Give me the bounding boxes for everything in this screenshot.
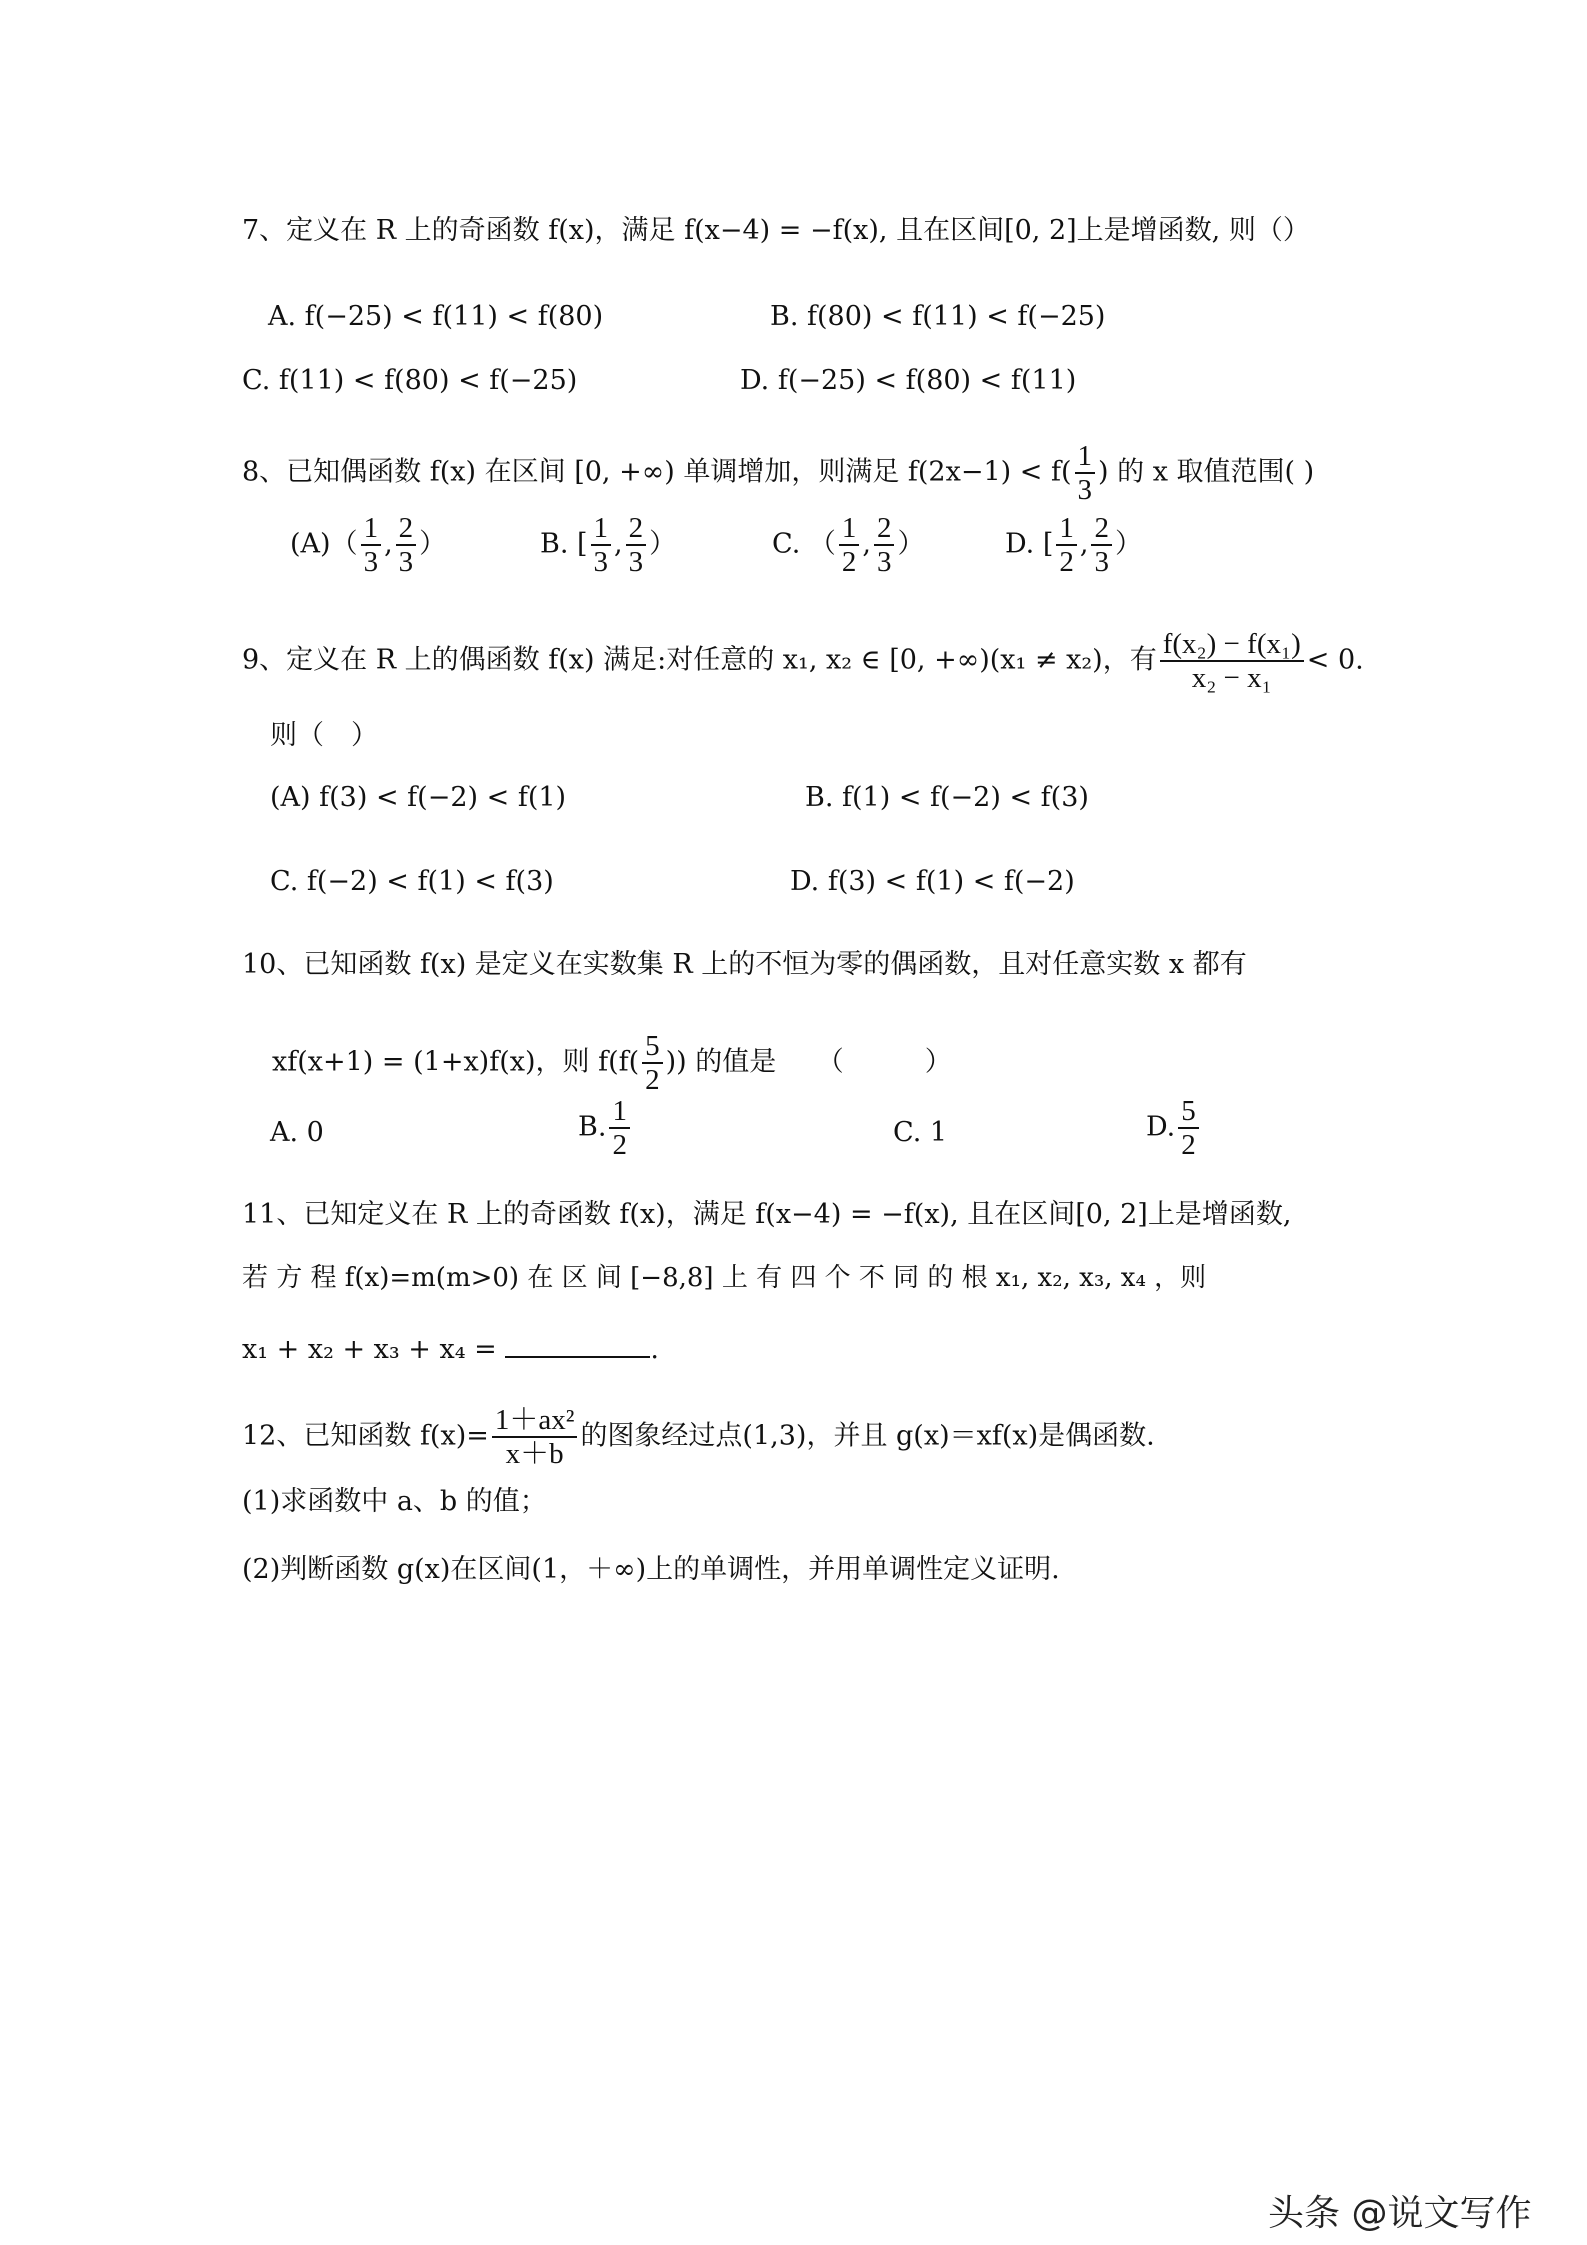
denominator: x＋b <box>505 1438 564 1470</box>
q9-stem <box>242 628 1364 694</box>
comma: , <box>384 528 393 560</box>
q8-stem-b: ) 的 x 取值范围( ) <box>1098 456 1315 488</box>
denominator: 3 <box>363 546 379 578</box>
q8-option-d <box>1005 512 1142 578</box>
fraction <box>1056 512 1077 578</box>
q10-option-b <box>578 1095 633 1161</box>
comma: , <box>1079 528 1089 560</box>
q9-option-c: C. f(−2) < f(1) < f(3) <box>270 866 554 897</box>
q9-stem-end: < 0. <box>1306 644 1364 676</box>
numerator: 1 <box>839 512 860 546</box>
option-close: ） <box>649 528 677 560</box>
numerator: f(x₂) − f(x₁) <box>1160 628 1304 662</box>
numerator: 1 <box>361 512 382 546</box>
option-label: B. <box>578 1111 607 1143</box>
q10-stem: 10、已知函数 f(x) 是定义在实数集 R 上的不恒为零的偶函数，且对任意实数 x 都有 <box>242 949 1247 980</box>
q11-line2: 若 方 程 f(x)=m(m>0) 在 区 间 [−8,8] 上 有 四 个 不 同 的 根 x₁, x₂, x₃, x₄ ，则 <box>242 1263 1207 1293</box>
period: . <box>650 1334 659 1365</box>
denominator: 3 <box>398 546 414 578</box>
numerator: 1＋ax² <box>492 1404 578 1438</box>
q9-option-d: D. f(3) < f(1) < f(−2) <box>790 866 1075 897</box>
fraction <box>361 512 382 578</box>
numerator: 1 <box>1075 440 1096 474</box>
q8-option-a <box>290 512 446 578</box>
numerator: 1 <box>1056 512 1077 546</box>
fraction <box>492 1404 578 1470</box>
q11-stem: 11、已知定义在 R 上的奇函数 f(x)，满足 f(x−4) = −f(x), 且在区间[0, 2]上是增函数, <box>242 1199 1292 1230</box>
q7-option-c: C. f(11) < f(80) < f(−25) <box>242 365 578 396</box>
q12-stem-a: 12、已知函数 f(x)= <box>242 1420 489 1452</box>
q10-option-a: A. 0 <box>270 1117 324 1148</box>
q10-option-d <box>1146 1095 1202 1161</box>
denominator: 3 <box>1094 546 1109 578</box>
denominator: 2 <box>1181 1129 1196 1161</box>
fraction <box>1075 440 1096 506</box>
q11-line3 <box>242 1330 659 1370</box>
numerator: 1 <box>591 512 612 546</box>
denominator: 3 <box>593 546 609 578</box>
fraction <box>591 512 612 578</box>
answer-blank <box>505 1330 650 1358</box>
q12-stem-b: 的图象经过点(1,3)，并且 g(x)＝xf(x)是偶函数. <box>580 1420 1155 1452</box>
numerator: 2 <box>874 512 895 546</box>
denominator: x₂ − x₁ <box>1191 662 1272 694</box>
comma: , <box>862 528 871 560</box>
q10-line2-b: )) 的值是 （ ） <box>665 1046 952 1078</box>
q10-line2 <box>272 1030 952 1096</box>
option-label: D. [ <box>1005 528 1054 560</box>
denominator: 2 <box>645 1064 660 1096</box>
option-close: ） <box>897 528 925 560</box>
fraction <box>1160 628 1304 694</box>
numerator: 2 <box>626 512 647 546</box>
numerator: 5 <box>642 1030 663 1064</box>
q10-line2-a: xf(x+1) = (1+x)f(x)，则 f(f( <box>272 1046 640 1078</box>
q8-stem-a: 8、已知偶函数 f(x) 在区间 [0, +∞) 单调增加，则满足 f(2x−1) < f( <box>242 456 1072 488</box>
q9-stem-text: 9、定义在 R 上的偶函数 f(x) 满足:对任意的 x₁, x₂ ∈ [0, +∞)(x₁ ≠ x₂)，有 <box>242 644 1157 676</box>
q7-option-d: D. f(−25) < f(80) < f(11) <box>740 365 1077 396</box>
option-label: (A)（ <box>290 528 358 560</box>
option-close: ） <box>1114 528 1142 560</box>
q12-part2: (2)判断函数 g(x)在区间(1，＋∞)上的单调性，并用单调性定义证明. <box>242 1554 1060 1585</box>
option-close: ） <box>419 528 447 560</box>
option-label: B. [ <box>540 528 588 560</box>
fraction <box>609 1095 630 1161</box>
q11-sum: x₁ + x₂ + x₃ + x₄ = <box>242 1334 497 1365</box>
fraction <box>874 512 895 578</box>
numerator: 5 <box>1178 1095 1199 1129</box>
fraction <box>396 512 417 578</box>
q10-option-c: C. 1 <box>893 1117 948 1148</box>
q7-stem: 7、定义在 R 上的奇函数 f(x)，满足 f(x−4) = −f(x), 且在区间[0, 2]上是增函数, 则（） <box>242 215 1310 246</box>
q8-option-b <box>540 512 676 578</box>
denominator: 3 <box>876 546 892 578</box>
option-label: C. （ <box>772 528 836 560</box>
numerator: 2 <box>396 512 417 546</box>
q7-option-b: B. f(80) < f(11) < f(−25) <box>770 301 1106 332</box>
q9-option-b: B. f(1) < f(−2) < f(3) <box>805 782 1089 813</box>
denominator: 2 <box>612 1129 627 1161</box>
q8-stem <box>242 440 1314 506</box>
q12-part1: (1)求函数中 a、b 的值； <box>242 1486 547 1517</box>
numerator: 1 <box>609 1095 630 1129</box>
fraction <box>1091 512 1112 578</box>
q12-stem <box>242 1404 1155 1470</box>
fraction <box>642 1030 663 1096</box>
fraction <box>626 512 647 578</box>
denominator: 3 <box>1077 474 1092 506</box>
comma: , <box>614 528 623 560</box>
numerator: 2 <box>1091 512 1112 546</box>
denominator: 3 <box>628 546 644 578</box>
denominator: 2 <box>841 546 857 578</box>
option-label: D. <box>1146 1111 1176 1143</box>
q9-line2: 则（ ） <box>270 720 378 751</box>
denominator: 2 <box>1059 546 1074 578</box>
fraction <box>839 512 860 578</box>
q9-option-a: (A) f(3) < f(−2) < f(1) <box>270 782 567 813</box>
fraction <box>1178 1095 1199 1161</box>
watermark: 头条 @说文写作 <box>1268 2193 1532 2234</box>
q8-option-c <box>772 512 924 578</box>
q7-option-a: A. f(−25) < f(11) < f(80) <box>268 301 604 332</box>
